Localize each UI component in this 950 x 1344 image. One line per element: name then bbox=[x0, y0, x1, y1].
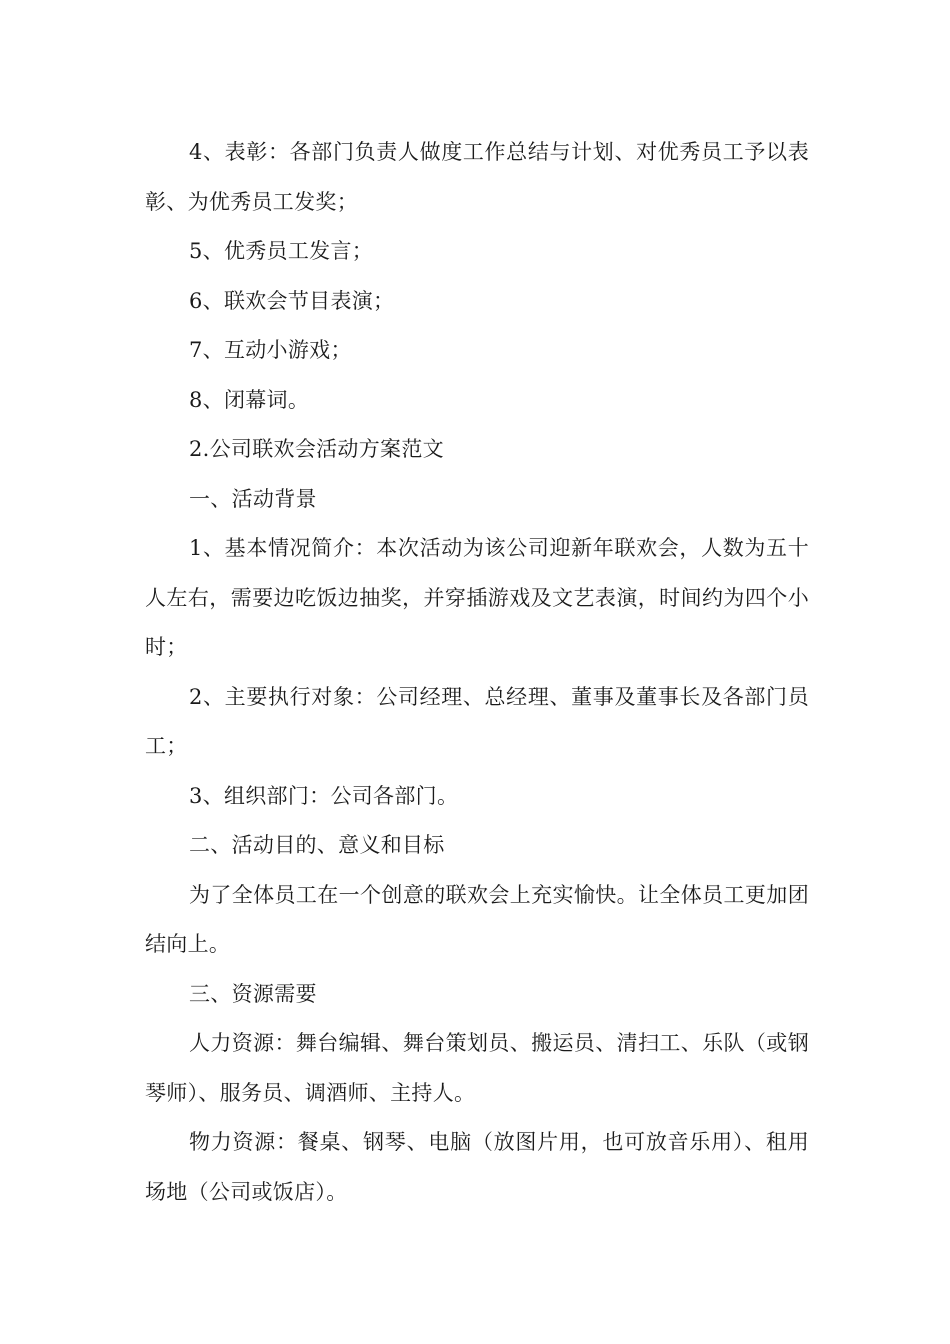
paragraph-games: 7、互动小游戏； bbox=[189, 338, 352, 362]
paragraph-target-audience: 2、主要执行对象：公司经理、总经理、董事及董事长及各部门员工； bbox=[145, 684, 809, 758]
paragraph-award: 4、表彰：各部门负责人做度工作总结与计划、对优秀员工予以表彰、为优秀员工发奖； bbox=[145, 140, 809, 214]
paragraph-performance: 6、联欢会节目表演； bbox=[189, 288, 395, 313]
section-title: 2.公司联欢会活动方案范文 bbox=[189, 437, 444, 461]
paragraph-employee-speech: 5、优秀员工发言； bbox=[189, 239, 374, 263]
paragraph-material-resources: 物力资源：餐桌、钢琴、电脑（放图片用，也可放音乐用）、租用场地（公司或饭店）。 bbox=[145, 1130, 809, 1204]
heading-background: 一、活动背景 bbox=[189, 486, 317, 511]
paragraph-closing: 8、闭幕词。 bbox=[189, 387, 310, 412]
heading-resources: 三、资源需要 bbox=[189, 981, 317, 1006]
paragraph-purpose: 为了全体员工在一个创意的联欢会上充实愉快。让全体员工更加团结向上。 bbox=[145, 882, 809, 956]
paragraph-human-resources: 人力资源：舞台编辑、舞台策划员、搬运员、清扫工、乐队（或钢琴师）、服务员、调酒师、主持人。 bbox=[145, 1031, 809, 1105]
heading-purpose: 二、活动目的、意义和目标 bbox=[189, 833, 445, 857]
document-body bbox=[145, 128, 809, 1217]
paragraph-basic-info: 1、基本情况简介：本次活动为该公司迎新年联欢会，人数为五十人左右，需要边吃饭边抽奖，并穿插游戏及文艺表演，时间约为四个小时； bbox=[145, 536, 809, 659]
paragraph-organizer: 3、组织部门：公司各部门。 bbox=[189, 783, 459, 808]
